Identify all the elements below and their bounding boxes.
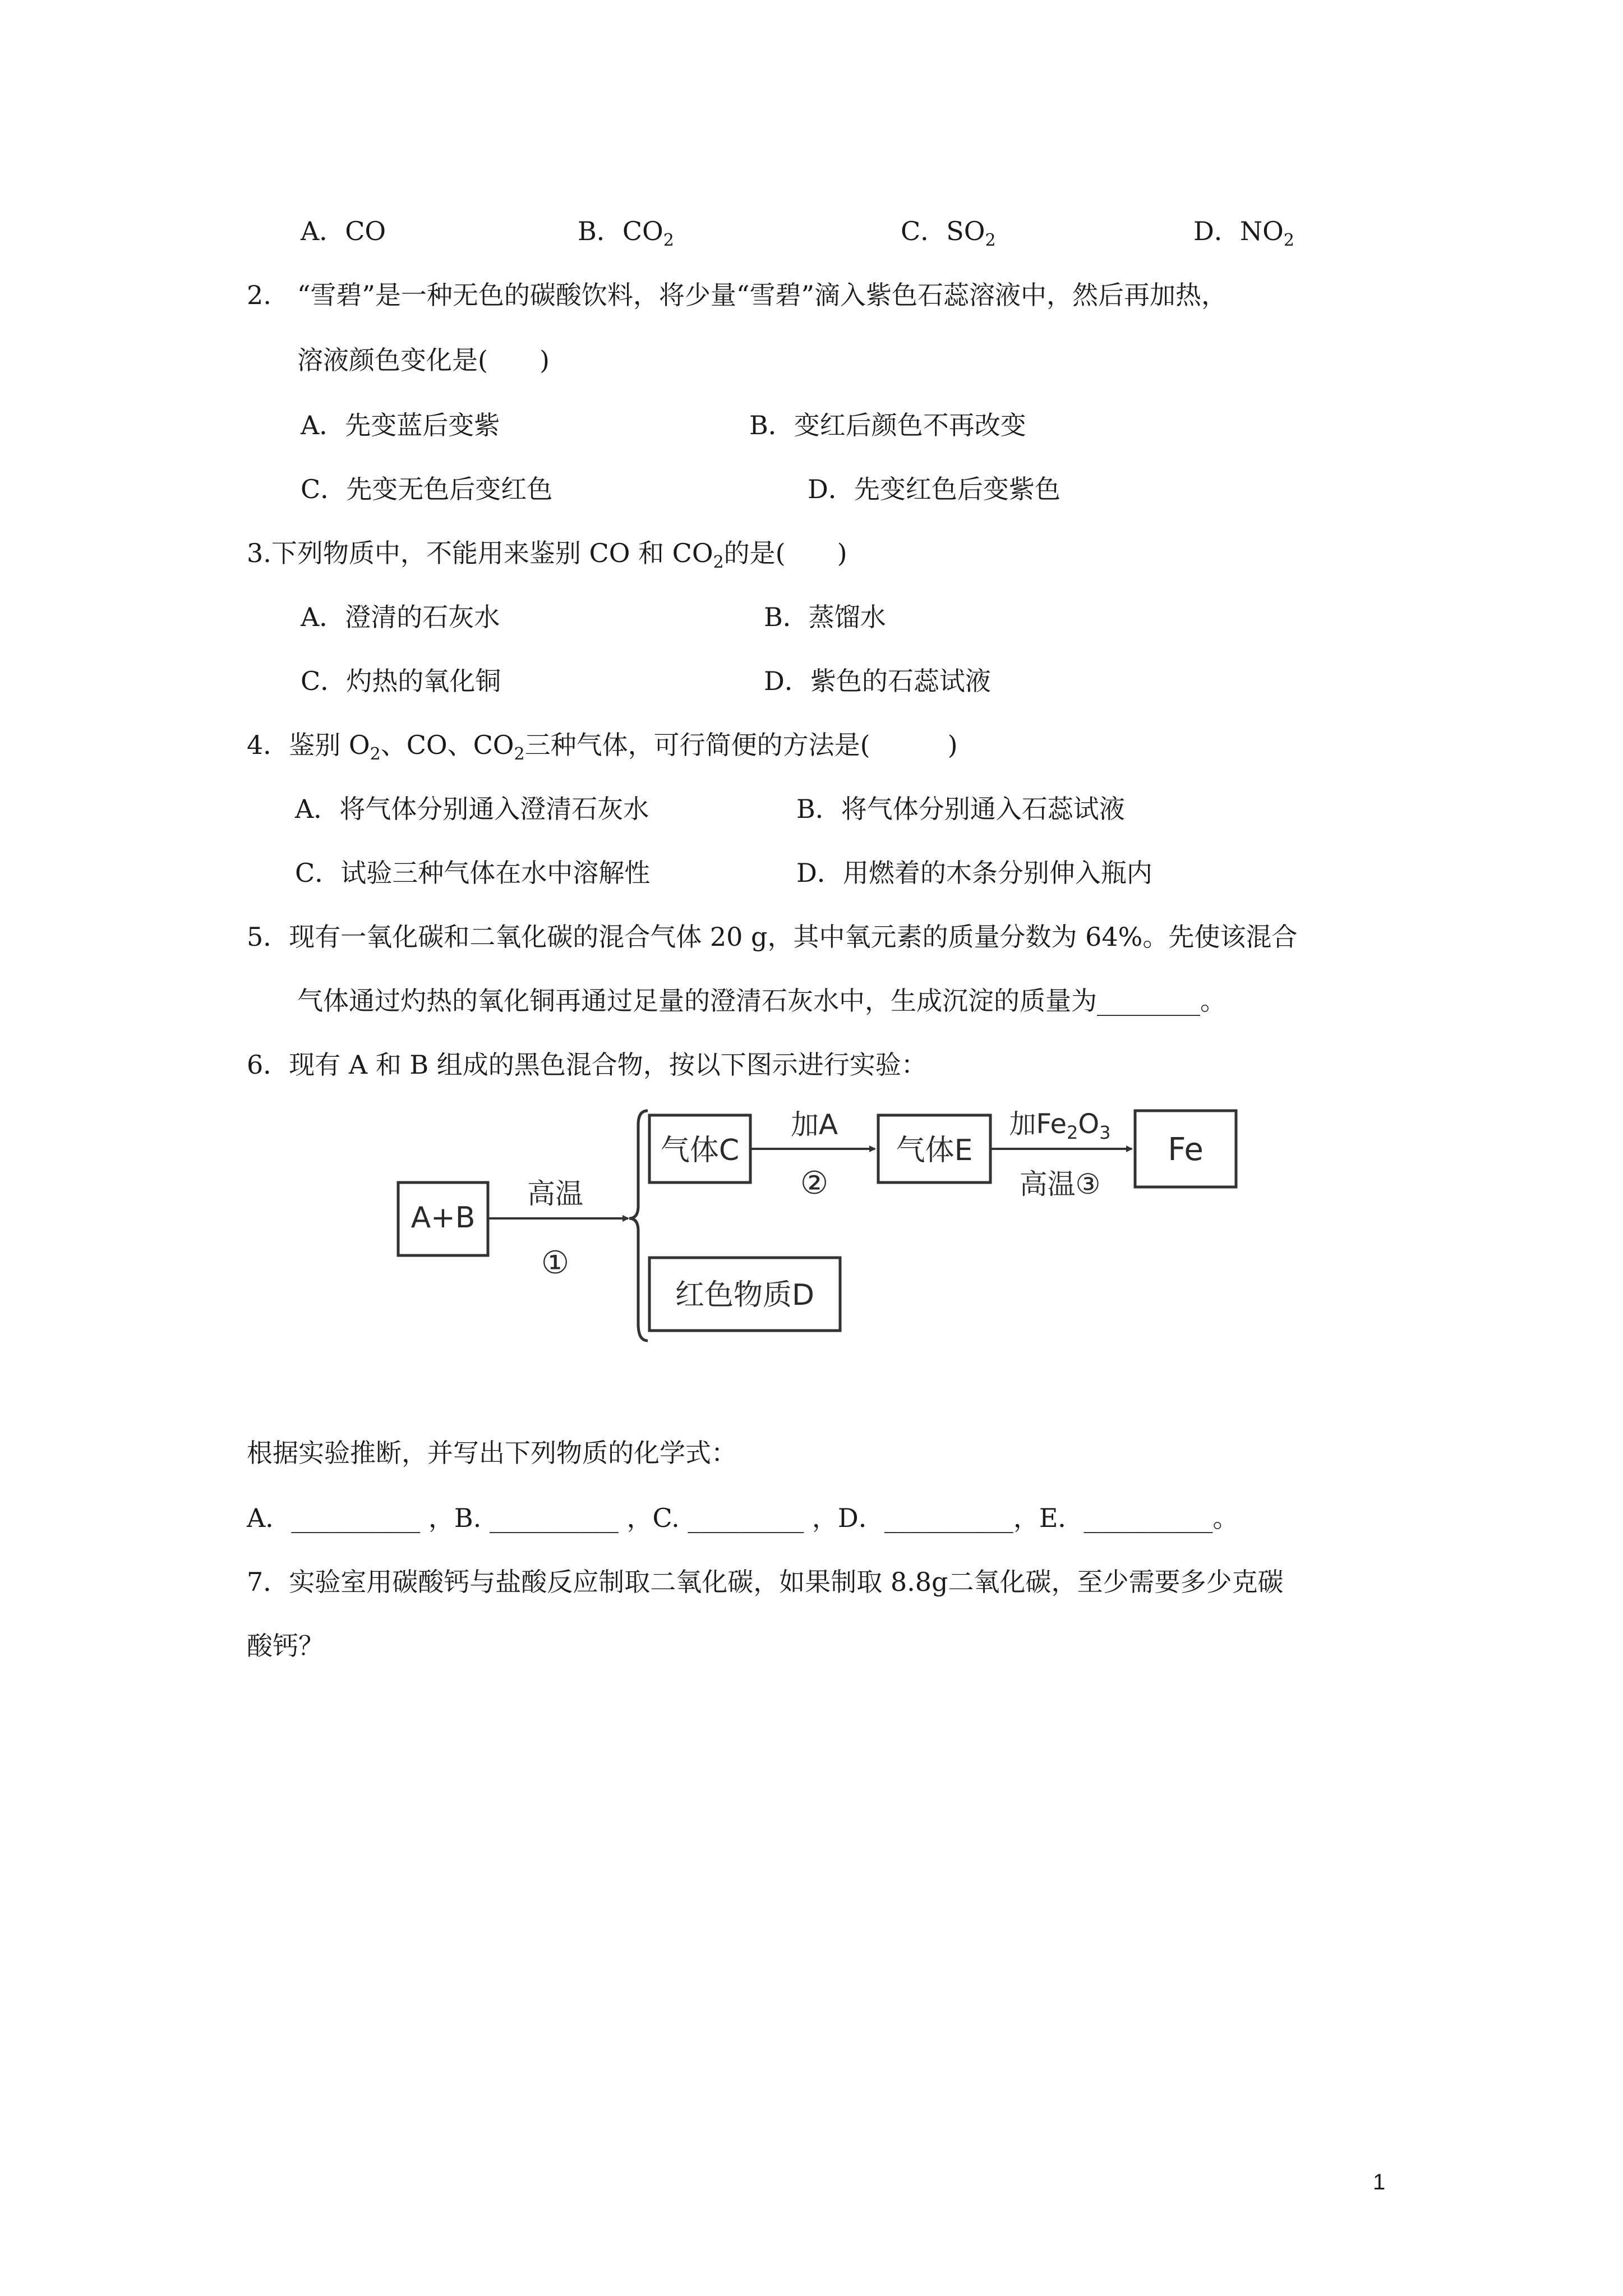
q3-option-c: C．灼热的氧化铜 — [301, 666, 501, 696]
q4-option-a: A．将气体分别通入澄清石灰水 — [295, 794, 649, 824]
q5-stem-line1: 5．现有一氧化碳和二氧化碳的混合气体 20 g，其中氧元素的质量分数为 64%。先使该混合 — [247, 922, 1298, 952]
q2-stem-line2: 溶液颜色变化是( ) — [297, 345, 550, 375]
q6-stem: 6．现有 A 和 B 组成的黑色混合物，按以下图示进行实验： — [247, 1050, 927, 1080]
q1-option-a: A．CO — [301, 216, 386, 246]
q4-option-b: B．将气体分别通入石蕊试液 — [796, 794, 1125, 824]
reaction-flow-diagram — [393, 1099, 1245, 1358]
q3-option-d: D．紫色的石蕊试液 — [764, 666, 991, 696]
label-gas-e: 气体E — [896, 1134, 973, 1167]
q7-stem-line2: 酸钙？ — [247, 1631, 324, 1661]
label-fe: Fe — [1168, 1131, 1204, 1168]
q2-option-c: C．先变无色后变红色 — [301, 474, 553, 504]
label-step1-number: ① — [541, 1245, 570, 1281]
label-step2-condition: 加A — [790, 1108, 838, 1141]
q5-stem-line2: 气体通过灼热的氧化铜再通过足量的澄清石灰水中，生成沉淀的质量为________。 — [297, 986, 1226, 1016]
q2-option-a: A．先变蓝后变紫 — [301, 410, 500, 440]
label-red-d: 红色物质D — [675, 1278, 815, 1312]
q2-stem-line1: 2. “雪碧”是一种无色的碳酸饮料，将少量“雪碧”滴入紫色石蕊溶液中，然后再加热， — [247, 280, 1227, 310]
q3-option-a: A．澄清的石灰水 — [301, 602, 500, 632]
label-a-plus-b: A+B — [411, 1201, 476, 1235]
q2-option-b: B．变红后颜色不再改变 — [749, 410, 1026, 440]
q4-option-d: D．用燃着的木条分别伸入瓶内 — [796, 858, 1152, 888]
branch-brace — [629, 1111, 648, 1341]
q6-answer-blanks: A．__________ ，B. __________ ，C. _________ ，D．__________，E．__________。 — [247, 1503, 1239, 1533]
q1-option-b: B．$CO_2$ — [578, 216, 674, 250]
label-step2-number: ② — [800, 1165, 829, 1202]
q2-option-d: D．先变红色后变紫色 — [808, 474, 1061, 504]
q3-stem: 3.下列物质中，不能用来鉴别 CO 和 $CO_2$的是( ) — [247, 538, 847, 572]
q7-stem-line1: 7．实验室用碳酸钙与盐酸反应制取二氧化碳，如果制取 8.8g二氧化碳，至少需要多少克碳 — [247, 1567, 1284, 1597]
q1-option-d: D．$NO_2$ — [1193, 216, 1294, 250]
q4-stem: 4．鉴别 $O_2$、CO、$CO_2$三种气体，可行简便的方法是( ) — [247, 730, 958, 764]
page-number: 1 — [1373, 2170, 1386, 2194]
q3-option-b: B．蒸馏水 — [764, 602, 886, 632]
label-step1-condition: 高温 — [527, 1177, 583, 1210]
q4-option-c: C．试验三种气体在水中溶解性 — [295, 858, 651, 888]
label-step3-condition: 加$Fe_2O_3$ — [1009, 1108, 1111, 1143]
q1-option-c: C．$SO_2$ — [901, 216, 996, 250]
label-gas-c: 气体C — [660, 1134, 740, 1167]
label-step3-below: 高温③ — [1019, 1168, 1101, 1200]
q6-instruction: 根据实验推断，并写出下列物质的化学式： — [247, 1438, 737, 1468]
